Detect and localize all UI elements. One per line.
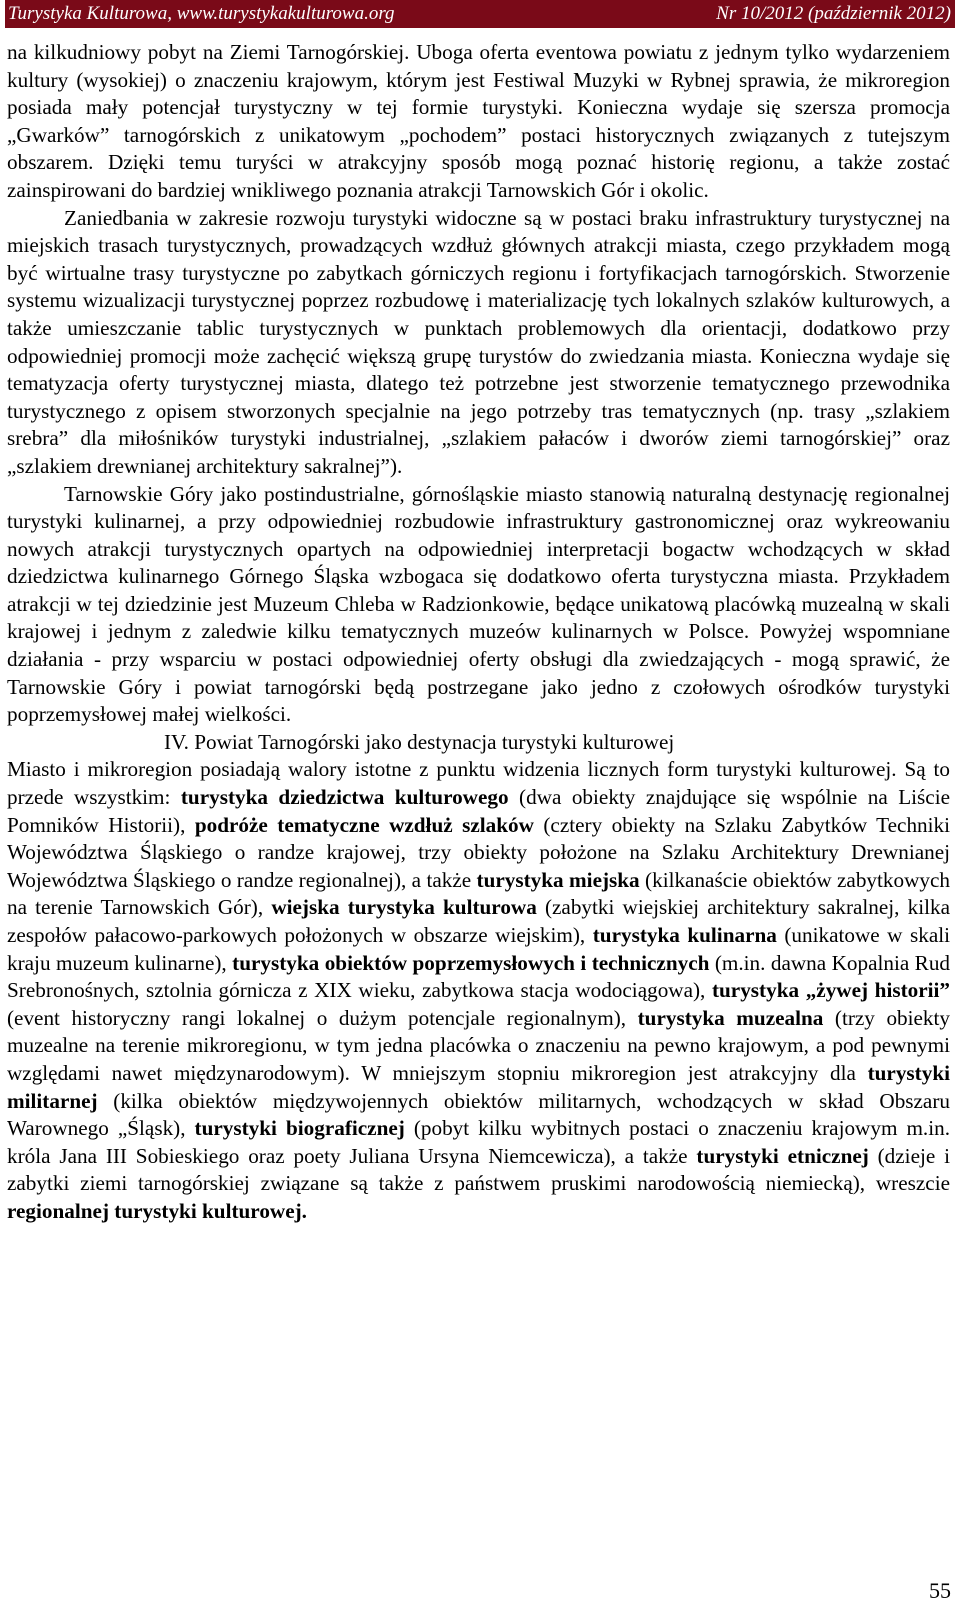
- text-run: (pobyt kilku wybitnych postaci o znaczeniu krajowym m.in. króla Jana III Sobieskiego oraz poety Juliana Ursyna Niemcewicza), a także: [7, 1116, 950, 1168]
- issue-info: Nr 10/2012 (październik 2012): [716, 3, 951, 24]
- page-number: 55: [929, 1578, 951, 1603]
- text-run: (event historyczny rangi lokalnej o dużym potencjale regionalnym),: [7, 1005, 638, 1030]
- bold-term: turystyki etnicznej: [696, 1143, 869, 1168]
- bold-term: turystyka obiektów poprzemysłowych i technicznych: [232, 950, 710, 975]
- journal-title: Turystyka Kulturowa, www.turystykakulturowa.org: [8, 3, 395, 24]
- bold-term: turystyka muzealna: [637, 1005, 824, 1030]
- bold-term: turystyka kulinarna: [592, 923, 777, 947]
- bold-term: wiejska turystyka kulturowa: [271, 895, 537, 920]
- paragraph: Tarnowskie Góry jako postindustrialne, górnośląskie miasto stanowią naturalną destynację regionalnej turystyki kulinarnej, a przy odpowiedniej rozbudowie infrastruktury gastronomicznej oraz wykreowaniu nowych atrakcji turystycznych opartych na odpowiedniej interpretacji bogactw wchodzących w skład dziedzictwa kulinarnego Górnego Śląska wzbogaca się dodatkowo oferta turystyczna miasta. Przykładem atrakcji w tej dziedzinie jest Muzeum Chleba w Radzionkowie, będące unikatową placówką muzealną w skali krajowej i jednym z zaledwie kilku tematycznych muzeów kulinarnych w Polsce. Powyżej wspomniane działania - przy wsparciu w postaci odpowiedniej oferty obsługi dla zwiedzających - mogą sprawić, że Tarnowskie Góry i powiat tarnogórski będą postrzegane jako jedno z czołowych ośrodków turystyki poprzemysłowej małej wielkości.: [7, 481, 950, 727]
- bold-term: turystyki militarnej: [7, 1060, 950, 1113]
- page-header: [5, 0, 955, 28]
- text-run: (unikatowe w skali kraju muzeum kulinarne),: [7, 923, 951, 975]
- text-run: (kilka obiektów międzywojennych obiektów militarnych, wchodzących w skład Obszaru Warownego „Śląsk),: [7, 1088, 950, 1141]
- text-run: (dwa obiekty znajdujące się wspólnie na Liście Pomników Historii),: [7, 785, 950, 837]
- bold-term: podróże tematyczne wzdłuż szlaków: [194, 812, 534, 837]
- text-run: Miasto i mikroregion posiadają walory istotne z punktu widzenia licznych form turystyki kulturowej. Są to przede wszystkim:: [7, 757, 950, 810]
- text-run: (trzy obiekty muzealne na terenie mikroregionu, w tym jedna placówka o znaczeniu na pewno krajowym, a pod pewnymi względami nawet międzynarodowym). W mniejszym stopniu mikroregion jest atrakcyjny dla: [7, 1005, 950, 1085]
- text-run: (m.in. dawna Kopalnia Rud Srebronośnych, sztolnia górnicza z XIX wieku, zabytkowa stacja wodociągowa),: [7, 950, 951, 1003]
- paragraph-continued: na kilkudniowy pobyt na Ziemi Tarnogórskiej. Uboga oferta eventowa powiatu z jednym tylko wydarzeniem kultury (wysokiej) o znaczeniu krajowym, którym jest Festiwal Muzyki w Rybnej sprawia, że mikroregion posiada mały potencjał turystyczny w tej formie turystyki. Konieczna wydaje się szersza promocja „Gwarków” tarnogórskich z unikatowym „pochodem” postaci historycznych związanych z tutejszym obszarem. Dzięki temu turyści w atrakcyjny sposób mogą poznać historię regionu, a także zostać zainspirowani do bardziej wnikliwego poznania atrakcji Tarnowskich Gór i okolic.: [7, 40, 950, 202]
- bold-term: regionalnej turystyki kulturowej.: [7, 1198, 307, 1223]
- text-run: (kilkanaście obiektów zabytkowych na terenie Tarnowskich Gór),: [7, 867, 950, 920]
- bold-term: turystyka miejska: [476, 867, 640, 892]
- bold-term: turystyka „żywej historii”: [711, 978, 951, 1003]
- bold-term: turystyki biograficznej: [194, 1116, 405, 1141]
- article-body: [7, 39, 950, 1226]
- section-heading: IV. Powiat Tarnogórski jako destynacja turystyki kulturowej: [164, 729, 675, 754]
- paragraph: Zaniedbania w zakresie rozwoju turystyki widoczne są w postaci braku infrastruktury turystycznej na miejskich trasach turystycznych, prowadzących wzdłuż głównych atrakcji miasta, czego przykładem mogą być wirtualne trasy turystyczne po zabytkach górniczych regionu i fortyfikacjach tarnogórskich. Stworzenie systemu wizualizacji turystycznej poprzez rozbudowę i materializację tych lokalnych szlaków kulturowych, a także umieszczanie tablic turystycznych w punktach problemowych dla orientacji, dodatkowo przy odpowiedniej promocji może zachęcić większą grupę turystów do zwiedzania miasta. Konieczna wydaje się tematyzacja oferty turystycznej miasta, dlatego też potrzebne jest stworzenie tematycznego przewodnika turystycznego z opisem stworzonych specjalnie na jego potrzeby tras tematycznych (np. trasy „szlakiem srebra” dla miłośników turystyki industrialnej, „szlakiem pałaców i dworów ziemi tarnogórskiej” oraz „szlakiem drewnianej architektury sakralnej”).: [7, 205, 950, 478]
- bold-term: turystyka dziedzictwa kulturowego: [180, 785, 509, 810]
- text-run: (zabytki wiejskiej architektury sakralnej, kilka zespołów pałacowo-parkowych położonych w obszarze wiejskim),: [7, 895, 950, 947]
- text-run: (cztery obiekty na Szlaku Zabytków Techniki Województwa Śląskiego o randze krajowej, trzy obiekty położone na Szlaku Architektury Drewnianej Województwa Śląskiego o randze regionalnej), a także: [7, 812, 951, 892]
- paragraph-forms-of-tourism: [7, 756, 950, 1225]
- text-run: (dzieje i zabytki ziemi tarnogórskiej związane są także z państwem pruskimi narodowością niemiecką), wreszcie: [7, 1143, 950, 1196]
